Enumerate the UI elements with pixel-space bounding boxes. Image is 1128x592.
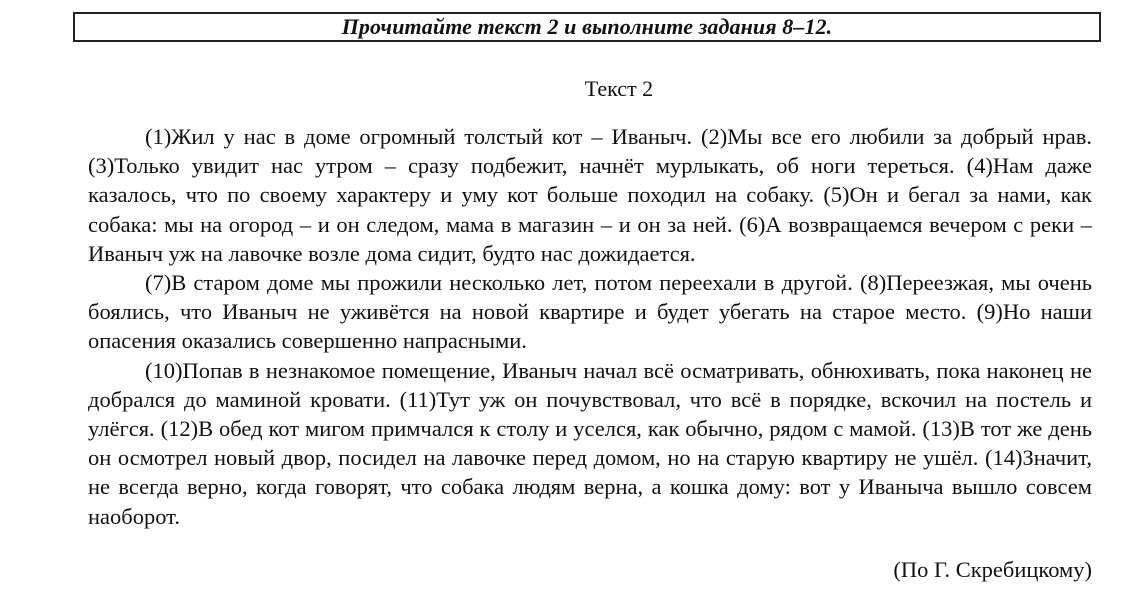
paragraph-2: (7)В старом доме мы прожили несколько лет, потом переехали в другой. (8)Переезжая, мы очень боялись, что Иваныч не уживётся на новой квартире и будет убегать на старое место. (9)Но наши опасения оказались совершенно напрасными.: [88, 270, 1092, 354]
author-attribution: (По Г. Скребицкому): [893, 557, 1092, 582]
text-body: [88, 122, 1092, 531]
instruction-box: [73, 12, 1101, 42]
instruction-text: Прочитайте текст 2 и выполните задания 8–12.: [341, 14, 833, 39]
paragraph-1: (1)Жил у нас в доме огромный толстый кот – Иваныч. (2)Мы все его любили за добрый нрав. (3)Только увидит нас утром – сразу подбежит, начнёт мурлыкать, об ноги тереться. (4)Нам даже казалось, что по своему характеру и уму кот больше походил на собаку. (5)Он и бегал за нами, как собака: мы на огород – и он следом, мама в магазин – и он за ней. (6)А возвращаемся вечером с реки – Иваныч уж на лавочке возле дома сидит, будто нас дожидается.: [88, 124, 1092, 266]
paragraph-3: (10)Попав в незнакомое помещение, Иваныч начал всё осматривать, обнюхивать, пока наконец не добрался до маминой кровати. (11)Тут уж он почувствовал, что всё в порядке, вскочил на постель и улёгся. (12)В обед кот мигом примчался к столу и уселся, как обычно, рядом с мамой. (13)В тот же день он осмотрел новый двор, посидел на лавочке перед домом, но на старую квартиру не ушёл. (14)Значит, не всегда верно, когда говорят, что собака людям верна, а кошка дому: вот у Иваныча вышло совсем наоборот.: [88, 357, 1092, 529]
text-title: Текст 2: [584, 76, 654, 101]
